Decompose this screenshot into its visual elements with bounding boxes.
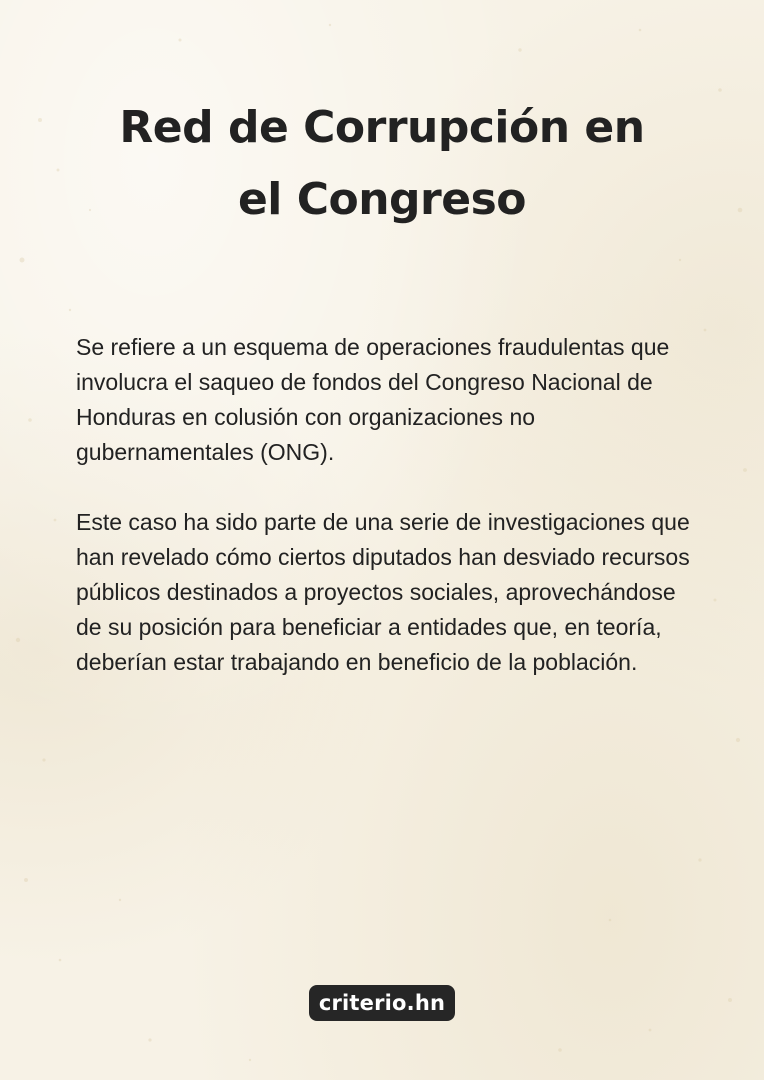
brand-badge: criterio.hn: [309, 985, 455, 1021]
page-title: [0, 92, 764, 236]
title-line-2: el Congreso: [237, 174, 527, 225]
paragraph-1: Se refiere a un esquema de operaciones fraudulentas que involucra el saqueo de fondos del Congreso Nacional de Honduras en colusión con organizaciones no gubernamentales (ONG).: [76, 334, 670, 465]
title-line-1: Red de Corrupción en: [119, 102, 645, 153]
body-text: [76, 330, 696, 680]
paragraph-2: Este caso ha sido parte de una serie de investigaciones que han revelado cómo ciertos diputados han desviado recursos públicos destinados a proyectos sociales, aprovechándose de su posición para beneficiar a entidades que, en teoría, deberían estar trabajando en beneficio de la población.: [76, 509, 690, 675]
